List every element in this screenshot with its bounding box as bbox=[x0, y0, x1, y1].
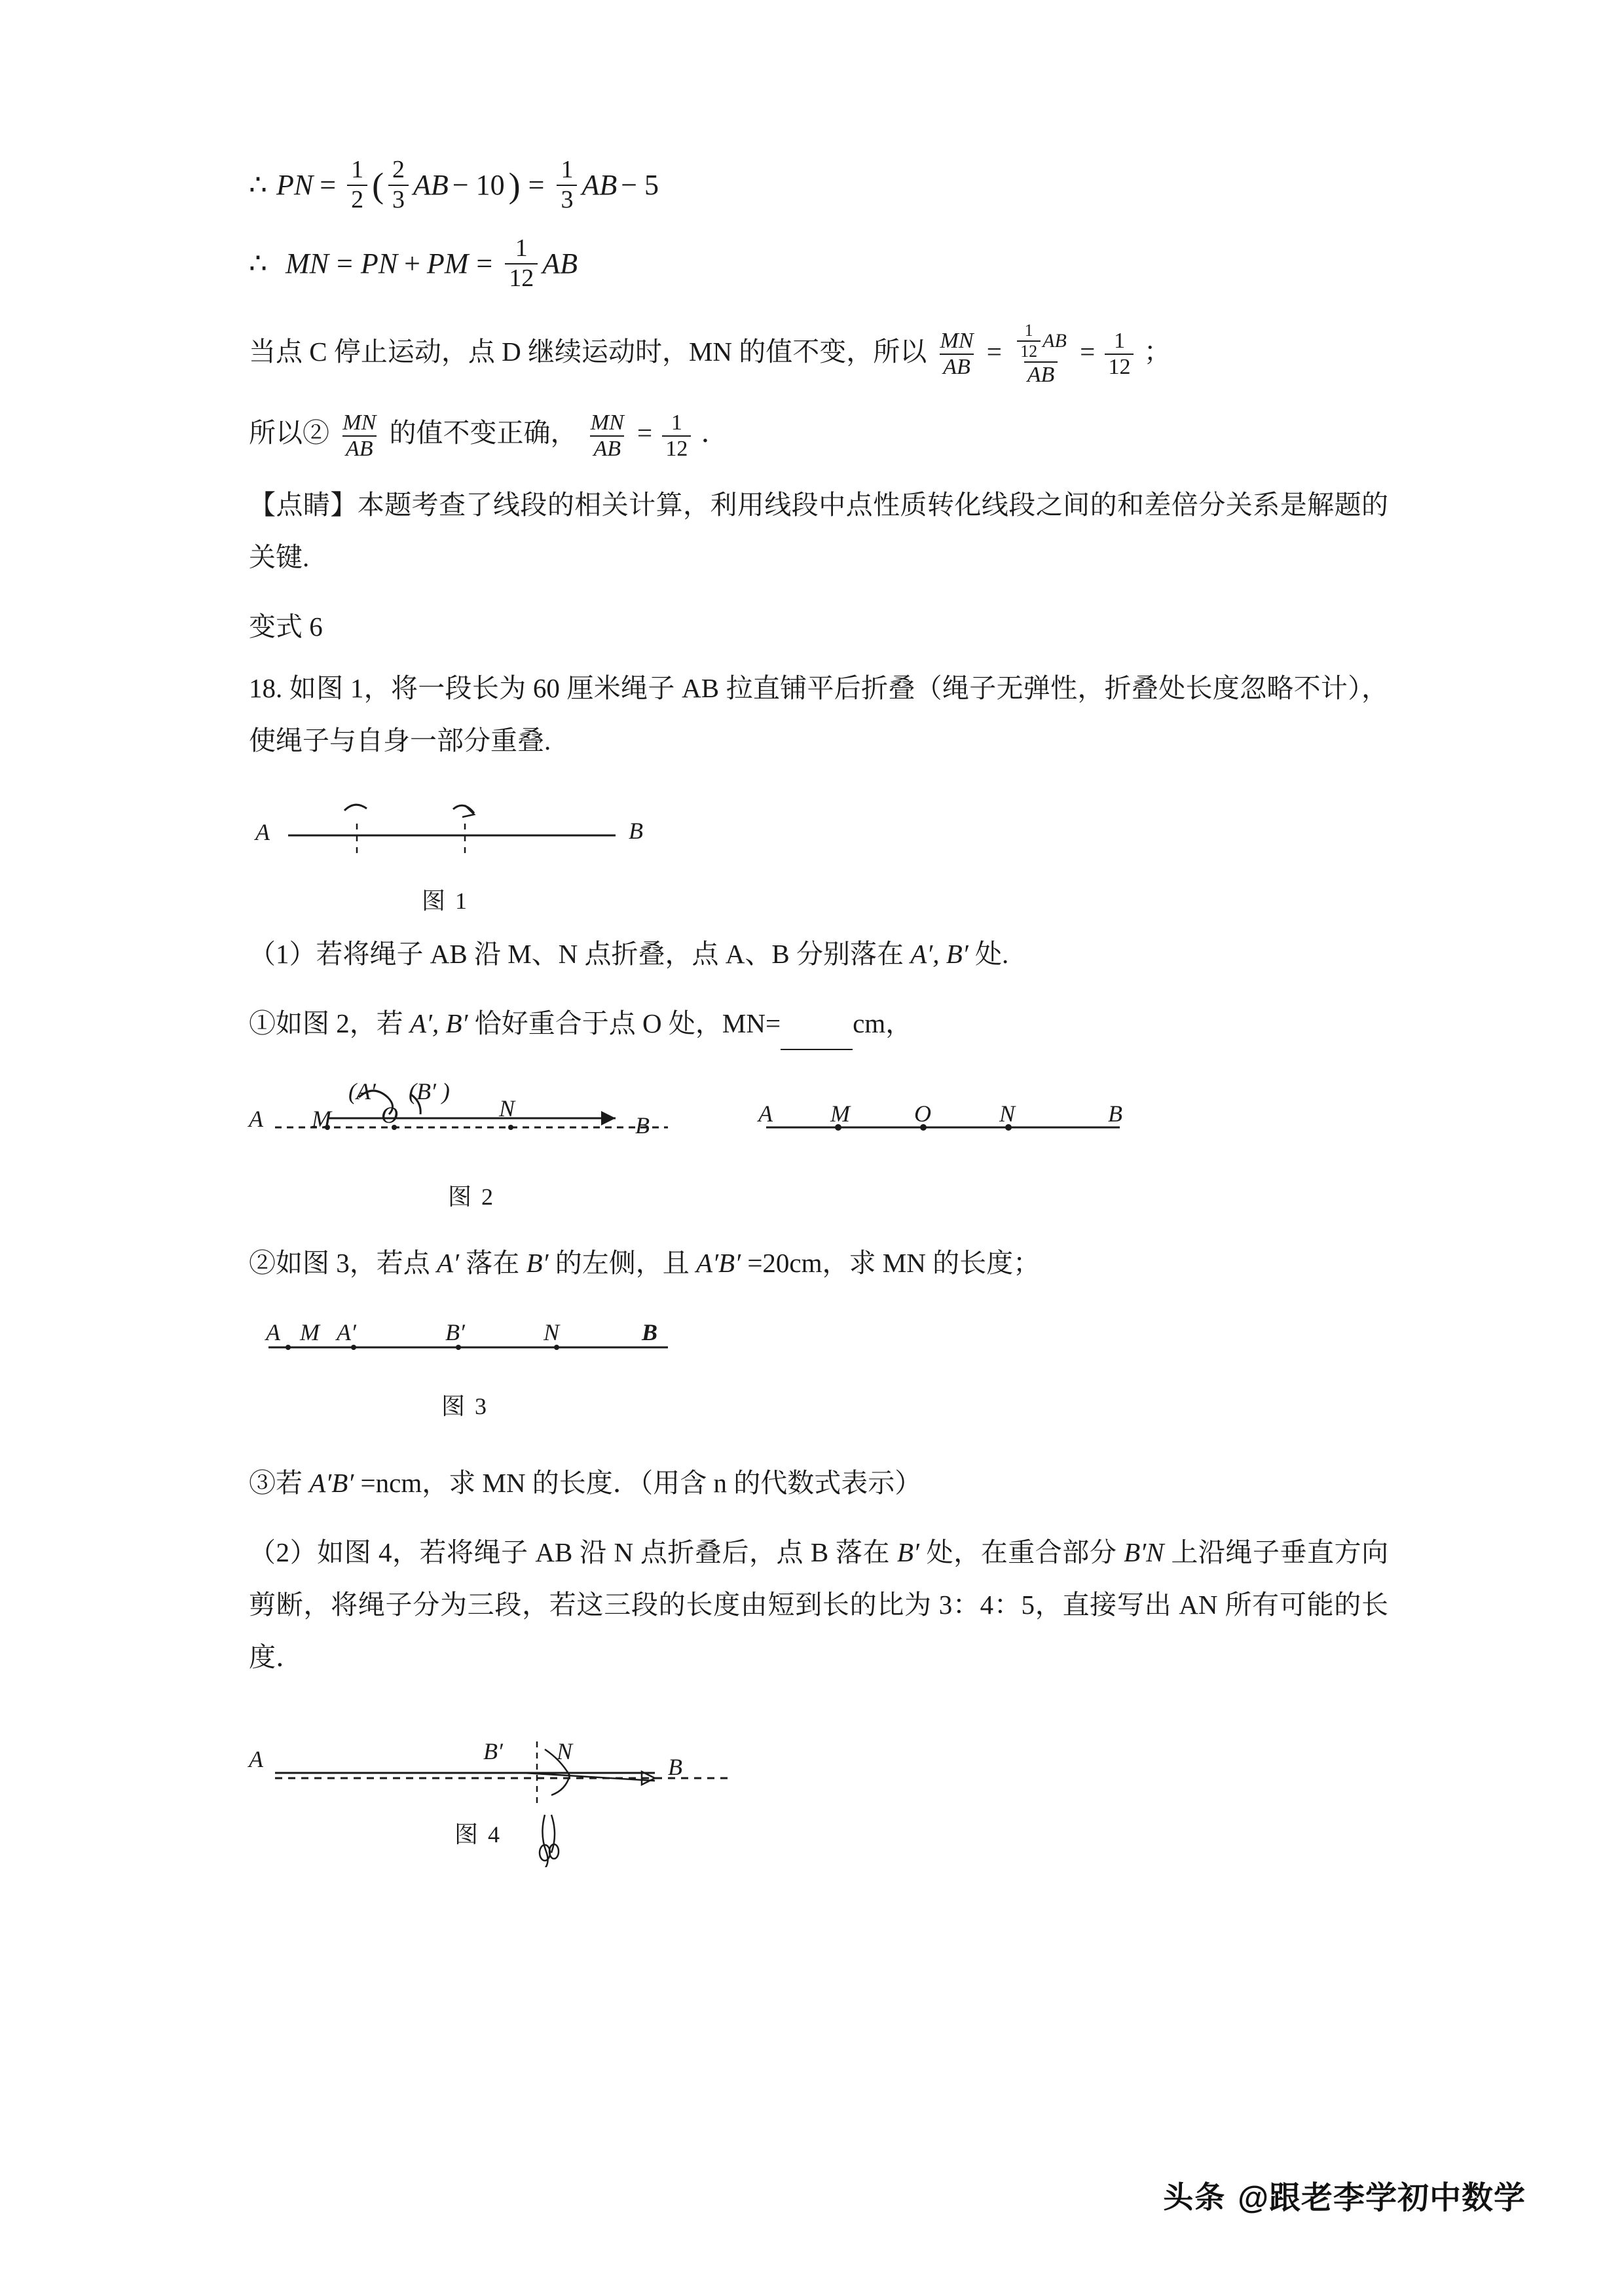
part1-text: （1）若将绳子 AB 沿 M、N 点折叠，点 A、B 分别落在 bbox=[249, 939, 904, 970]
pm-term: PM bbox=[426, 247, 469, 280]
conclusion-middle: 的值不变正确， bbox=[389, 418, 578, 448]
part2-mid: 处，在重合部分 bbox=[926, 1537, 1117, 1567]
figure-2 bbox=[249, 1067, 1388, 1218]
figure-3-label-Bp: B′ bbox=[445, 1319, 465, 1345]
fraction-one-third: $\frac{1}{3}$ bbox=[557, 157, 577, 213]
bpn-term: B′N bbox=[1124, 1537, 1164, 1567]
watermark bbox=[1163, 2172, 1526, 2217]
part1-2-mid2: 的左侧，且 bbox=[555, 1247, 690, 1278]
figure-2-label-M: M bbox=[312, 1105, 331, 1132]
conclusion-prefix: 所以② bbox=[249, 418, 329, 448]
equals-5: = bbox=[986, 336, 1002, 367]
therefore-symbol-2: ∴ bbox=[249, 247, 267, 280]
fraction-nested-ab: $\frac{1}{12}$ AB AB bbox=[1012, 322, 1070, 386]
figure-2-label-A: A bbox=[249, 1105, 263, 1132]
mn-term: MN bbox=[286, 247, 329, 280]
tip-text: 本题考查了线段的相关计算，利用线段中点性质转化线段之间的和差倍分关系是解题的关键. bbox=[249, 490, 1389, 573]
fraction-result-one-twelfth: $\frac{1}{12}$ bbox=[1105, 330, 1134, 378]
figure-1-caption: 图 1 bbox=[421, 888, 469, 915]
paragraph-c-stops bbox=[249, 322, 1388, 387]
equals-7: = bbox=[637, 418, 653, 448]
paren-open: ( bbox=[372, 165, 384, 205]
apbp-1: A′B′ bbox=[696, 1247, 741, 1278]
part1-3-end: =ncm，求 MN 的长度．（用含 n 的代数式表示） bbox=[360, 1467, 922, 1498]
figure-3-label-N: N bbox=[544, 1319, 560, 1345]
question-18-part1 bbox=[249, 928, 1388, 981]
figure-1-label-B: B bbox=[629, 818, 643, 845]
part1-3-prefix: ③若 bbox=[249, 1467, 303, 1498]
pn-term-2: PN bbox=[360, 247, 398, 280]
tip-label: 【点睛】 bbox=[249, 490, 358, 520]
ab-term-3: AB bbox=[542, 247, 578, 280]
figure-4-label-N: N bbox=[557, 1738, 573, 1764]
part2-end: 上沿绳子垂直方向剪断，将绳子分为三段，若这三段的长度由短到长的比为 3：4：5，直接写出 AN 所有可能的长度． bbox=[249, 1537, 1389, 1672]
a-prime-1: A′, bbox=[910, 939, 940, 970]
fraction-two-thirds: $\frac{2}{3}$ bbox=[388, 157, 409, 213]
part2-prefix: （2）如图 4，若将绳子 AB 沿 N 点折叠后，点 B 落在 bbox=[249, 1537, 891, 1567]
figure-2-label-Ap: (A′ bbox=[348, 1078, 376, 1104]
fraction-mn-over-ab-1: $\frac{MN}{AB}$ bbox=[940, 329, 974, 380]
fraction-one-twelfth-nested: $\frac{1}{12}$ bbox=[1017, 322, 1041, 360]
part1-2-end: =20cm，求 MN 的长度； bbox=[747, 1247, 1041, 1278]
toutiao-logo: 头条 bbox=[1163, 2179, 1227, 2214]
equals-2: = bbox=[528, 168, 545, 201]
question-18-part2 bbox=[249, 1527, 1388, 1684]
document-content bbox=[249, 157, 1388, 1913]
figure-2-right-label-B: B bbox=[1108, 1100, 1122, 1127]
figure-2-right-label-N: N bbox=[999, 1100, 1016, 1127]
a-prime-3: A′ bbox=[437, 1247, 460, 1278]
figure-4-label-Bp: B′ bbox=[483, 1738, 503, 1764]
figure-3-label-Ap: A′ bbox=[337, 1319, 356, 1345]
figure-2-right-label-M: M bbox=[830, 1100, 850, 1127]
b-prime-1: B′ bbox=[946, 939, 969, 970]
fraction-mn-over-ab-3: $\frac{MN}{AB}$ bbox=[590, 410, 624, 461]
part1-end: 处. bbox=[975, 939, 1009, 970]
figure-1-label-A: A bbox=[255, 819, 270, 846]
figure-3-label-M: M bbox=[300, 1319, 320, 1345]
plus-symbol: + bbox=[404, 247, 420, 280]
equals-3: = bbox=[337, 247, 353, 280]
figure-3-label-B: B bbox=[642, 1319, 658, 1345]
answer-blank[interactable] bbox=[781, 1030, 853, 1050]
part1-2-prefix: ②如图 3，若点 bbox=[249, 1247, 430, 1278]
figure-2-drawing bbox=[249, 1067, 1297, 1172]
figure-4 bbox=[249, 1710, 1388, 1893]
equals-1: = bbox=[320, 168, 337, 201]
variant-label: 变式 6 bbox=[249, 611, 323, 642]
fraction-one-twelfth: $\frac{1}{12}$ bbox=[505, 236, 538, 292]
figure-2-label-O: O bbox=[381, 1101, 398, 1128]
question-18-part1-3 bbox=[249, 1457, 1388, 1510]
paren-close: ) bbox=[508, 165, 521, 205]
figure-3-label-A: A bbox=[266, 1319, 280, 1345]
period: ． bbox=[701, 418, 728, 448]
part1-2-mid1: 落在 bbox=[466, 1247, 520, 1278]
therefore-symbol: ∴ bbox=[249, 168, 267, 201]
figure-1-drawing bbox=[249, 784, 969, 883]
pn-term: PN bbox=[276, 168, 314, 201]
ab-term-2: AB bbox=[581, 168, 618, 201]
fraction-one-half: $\frac{1}{2}$ bbox=[347, 157, 367, 213]
question-18: 18. 如图 1，将一段长为 60 厘米绳子 AB 拉直铺平后折叠（绳子无弹性，折叠处长度忽略不计），使绳子与自身一部分重叠. bbox=[249, 673, 1388, 756]
minus-ten: − 10 bbox=[452, 168, 505, 201]
part1-1-unit: cm， bbox=[853, 1008, 913, 1038]
part1-1-middle: 恰好重合于点 O 处，MN= bbox=[474, 1008, 781, 1038]
b-prime-4: B′ bbox=[896, 1537, 919, 1567]
question-18-part1-1 bbox=[249, 998, 1388, 1050]
tip-block bbox=[249, 479, 1388, 584]
paragraph-conclusion bbox=[249, 403, 1388, 462]
figure-4-label-B: B bbox=[668, 1753, 682, 1780]
figure-3 bbox=[249, 1307, 1388, 1438]
equals-6: = bbox=[1080, 336, 1096, 367]
a-prime-2: A′, bbox=[410, 1008, 439, 1038]
apbp-2: A′B′ bbox=[309, 1467, 354, 1498]
figure-2-caption: 图 2 bbox=[447, 1183, 495, 1210]
figure-2-label-B: B bbox=[635, 1112, 650, 1139]
ab-term-1: AB bbox=[413, 168, 449, 201]
equation-mn bbox=[249, 236, 1388, 292]
b-prime-2: B′ bbox=[445, 1008, 468, 1038]
b-prime-3: B′ bbox=[526, 1247, 549, 1278]
semicolon: ； bbox=[1143, 336, 1171, 367]
figure-4-caption: 图 4 bbox=[454, 1821, 502, 1848]
equation-pn bbox=[249, 157, 1388, 213]
figure-2-label-Bp: (B′ ) bbox=[409, 1078, 450, 1104]
figure-3-caption: 图 3 bbox=[441, 1393, 489, 1419]
question-18-part1-2 bbox=[249, 1237, 1388, 1290]
figure-2-right-label-O: O bbox=[914, 1100, 931, 1127]
figure-2-label-N: N bbox=[499, 1095, 515, 1121]
fraction-mn-over-ab-2: $\frac{MN}{AB}$ bbox=[342, 410, 377, 461]
fraction-final-one-twelfth: $\frac{1}{12}$ bbox=[662, 412, 691, 460]
figure-2-right-label-A: A bbox=[758, 1100, 773, 1127]
figure-4-label-A: A bbox=[249, 1745, 263, 1772]
figure-3-drawing bbox=[249, 1307, 969, 1385]
watermark-text: @跟老李学初中数学 bbox=[1238, 2181, 1526, 2215]
paragraph-c-stops-text: 当点 C 停止运动，点 D 继续运动时，MN 的值不变，所以 bbox=[249, 336, 927, 367]
figure-1 bbox=[249, 784, 1388, 915]
equals-4: = bbox=[476, 247, 493, 280]
minus-five: − 5 bbox=[621, 168, 659, 201]
part1-1-prefix: ①如图 2，若 bbox=[249, 1008, 403, 1038]
